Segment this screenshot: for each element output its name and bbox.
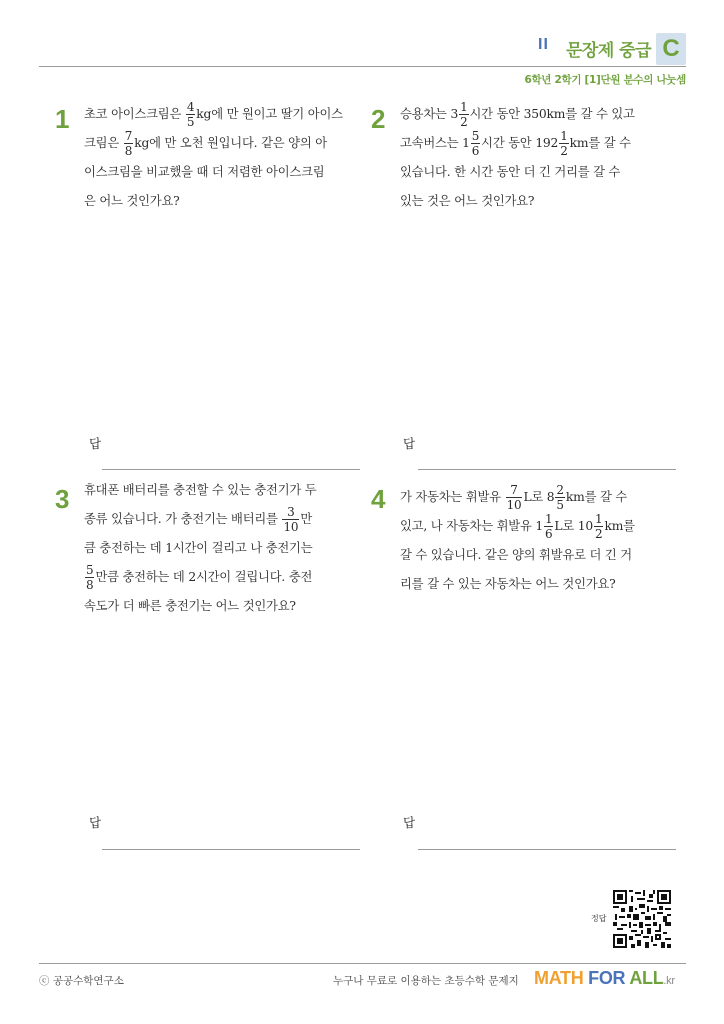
- problem-text-run: 큼 충전하는 데 1시간이 걸리고 나 충전기는: [84, 541, 313, 555]
- problem-text-run: 있고, 나 자동차는 휘발유: [400, 519, 536, 533]
- mixed-number-whole: 8: [546, 490, 555, 504]
- problem-text-run: 종류 있습니다. 가 충전기는 배터리를: [84, 512, 282, 526]
- mixed-number-whole: 1: [462, 136, 470, 150]
- problem-text-run: 갈 수 있습니다. 같은 양의 휘발유로 더 긴 거: [400, 548, 632, 562]
- fraction: [594, 513, 603, 540]
- answer-line-3[interactable]: [102, 849, 360, 850]
- fraction-denominator: 5: [556, 498, 564, 512]
- problem-line: [400, 512, 690, 541]
- problem-text-run: 속도가 더 빠른 충전기는 어느 것인가요?: [84, 599, 296, 613]
- problem-number-4: 4: [371, 484, 386, 514]
- mathforall-logo[interactable]: [534, 968, 675, 989]
- mixed-number-whole: 1: [535, 519, 543, 533]
- answer-label-4: 답: [403, 815, 416, 830]
- problem-text-run: 휴대폰 배터리를 충전할 수 있는 충전기가 두: [84, 483, 317, 497]
- logo-math: MATH: [534, 968, 584, 988]
- problem-text-run: 이스크림을 비교했을 때 더 저렴한 아이스크림: [84, 165, 325, 179]
- problem-line: [84, 476, 369, 505]
- problem-text-run: 크림은: [84, 136, 123, 150]
- problem-text-run: 만: [300, 512, 312, 526]
- fraction-denominator: 6: [471, 144, 480, 158]
- answer-key-label: 정답: [591, 914, 607, 923]
- problem-text-run: km를: [604, 519, 635, 533]
- mixed-number-whole: 3: [450, 107, 459, 121]
- fraction-denominator: 6: [544, 527, 553, 541]
- fraction-numerator: 1: [460, 100, 468, 114]
- fraction-numerator: 5: [471, 129, 480, 143]
- problem-line: [400, 541, 690, 570]
- fraction: [124, 130, 133, 157]
- problem-line: [400, 570, 690, 599]
- header-divider: [39, 66, 686, 67]
- problem-text-run: 가 자동차는 휘발유: [400, 490, 505, 504]
- fraction-denominator: 10: [506, 498, 522, 512]
- problem-text-run: 시간 동안 350km를 갈 수 있고: [469, 107, 635, 121]
- problem-text-run: kg에 만 오천 원입니다. 같은 양의 아: [134, 136, 327, 150]
- fraction-numerator: 4: [186, 100, 195, 114]
- fraction-denominator: 2: [560, 144, 568, 158]
- answer-label-3: 답: [89, 815, 102, 830]
- problem-text-run: 시간 동안: [481, 136, 536, 150]
- fraction: [471, 130, 480, 157]
- problem-line: [400, 100, 690, 129]
- problem-number-2: 2: [371, 104, 386, 134]
- fraction: [559, 130, 568, 157]
- problem-text-4: [400, 483, 690, 599]
- problem-text-1: [84, 100, 369, 216]
- problem-text-run: 은 어느 것인가요?: [84, 194, 180, 208]
- fraction-numerator: 1: [560, 129, 568, 143]
- answer-label-2: 답: [403, 436, 416, 451]
- fraction-numerator: 1: [595, 512, 603, 526]
- fraction-denominator: 10: [283, 520, 299, 534]
- fraction-numerator: 7: [506, 484, 523, 498]
- problem-line: [84, 100, 369, 129]
- problem-text-run: L로: [523, 490, 547, 504]
- logo-domain: .kr: [663, 975, 675, 987]
- problem-line: [400, 158, 690, 187]
- answer-line-2[interactable]: [418, 469, 676, 470]
- fraction: [459, 101, 468, 128]
- header-mark: II: [538, 36, 549, 53]
- answer-line-4[interactable]: [418, 849, 676, 850]
- problem-text-run: km를 갈 수: [565, 490, 628, 504]
- level-badge: C: [656, 33, 686, 65]
- problem-line: [84, 187, 369, 216]
- logo-for: FOR: [588, 968, 626, 988]
- answer-label-1: 답: [89, 436, 102, 451]
- problem-text-run: L로: [554, 519, 578, 533]
- fraction: [282, 506, 299, 533]
- footer-tagline: 누구나 무료로 이용하는 초등수학 문제지: [333, 975, 519, 987]
- problem-text-run: 만큼 충전하는 데 2시간이 걸립니다. 충전: [95, 570, 313, 584]
- fraction: [506, 484, 523, 511]
- fraction-numerator: 3: [282, 506, 299, 520]
- fraction-denominator: 2: [460, 115, 468, 129]
- problem-text-3: [84, 476, 369, 621]
- problem-line: [84, 158, 369, 187]
- fraction-numerator: 2: [556, 483, 564, 497]
- problem-text-2: [400, 100, 690, 216]
- problem-line: [400, 129, 690, 158]
- fraction-denominator: 8: [86, 578, 94, 592]
- fraction-numerator: 1: [544, 512, 553, 526]
- footer-divider: [39, 963, 686, 964]
- fraction-numerator: 7: [124, 129, 133, 143]
- fraction-denominator: 8: [124, 144, 133, 158]
- problem-line: [84, 505, 369, 534]
- answer-line-1[interactable]: [102, 469, 360, 470]
- problem-line: [84, 129, 369, 158]
- fraction: [85, 564, 94, 591]
- fraction: [544, 513, 553, 540]
- problem-line: [84, 563, 369, 592]
- logo-all: ALL: [629, 968, 664, 988]
- problem-line: [84, 534, 369, 563]
- fraction-numerator: 5: [86, 563, 94, 577]
- problem-text-run: 있는 것은 어느 것인가요?: [400, 194, 535, 208]
- fraction-denominator: 2: [595, 527, 603, 541]
- answer-qr-code[interactable]: [613, 890, 671, 948]
- problem-text-run: 고속버스는: [400, 136, 463, 150]
- problem-text-run: 리를 갈 수 있는 자동차는 어느 것인가요?: [400, 577, 616, 591]
- unit-subtitle: 6학년 2학기 [1]단원 분수의 나눗셈: [524, 74, 686, 86]
- problem-text-run: 있습니다. 한 시간 동안 더 긴 거리를 갈 수: [400, 165, 621, 179]
- problem-text-run: km를 갈 수: [569, 136, 631, 150]
- problem-text-run: kg에 만 원이고 딸기 아이스: [196, 107, 343, 121]
- problem-number-1: 1: [55, 104, 70, 134]
- problem-number-3: 3: [55, 484, 70, 514]
- copyright: ⓒ 공공수학연구소: [39, 975, 124, 987]
- mixed-number-whole: 10: [577, 519, 594, 533]
- fraction: [186, 101, 195, 128]
- fraction-denominator: 5: [186, 115, 195, 129]
- problem-text-run: 승용차는: [400, 107, 451, 121]
- problem-line: [400, 187, 690, 216]
- worksheet-title: 문장제 중급: [566, 41, 652, 61]
- problem-text-run: 초코 아이스크림은: [84, 107, 185, 121]
- mixed-number-whole: 192: [535, 136, 559, 150]
- problem-line: [400, 483, 690, 512]
- fraction: [555, 484, 564, 511]
- problem-line: [84, 592, 369, 621]
